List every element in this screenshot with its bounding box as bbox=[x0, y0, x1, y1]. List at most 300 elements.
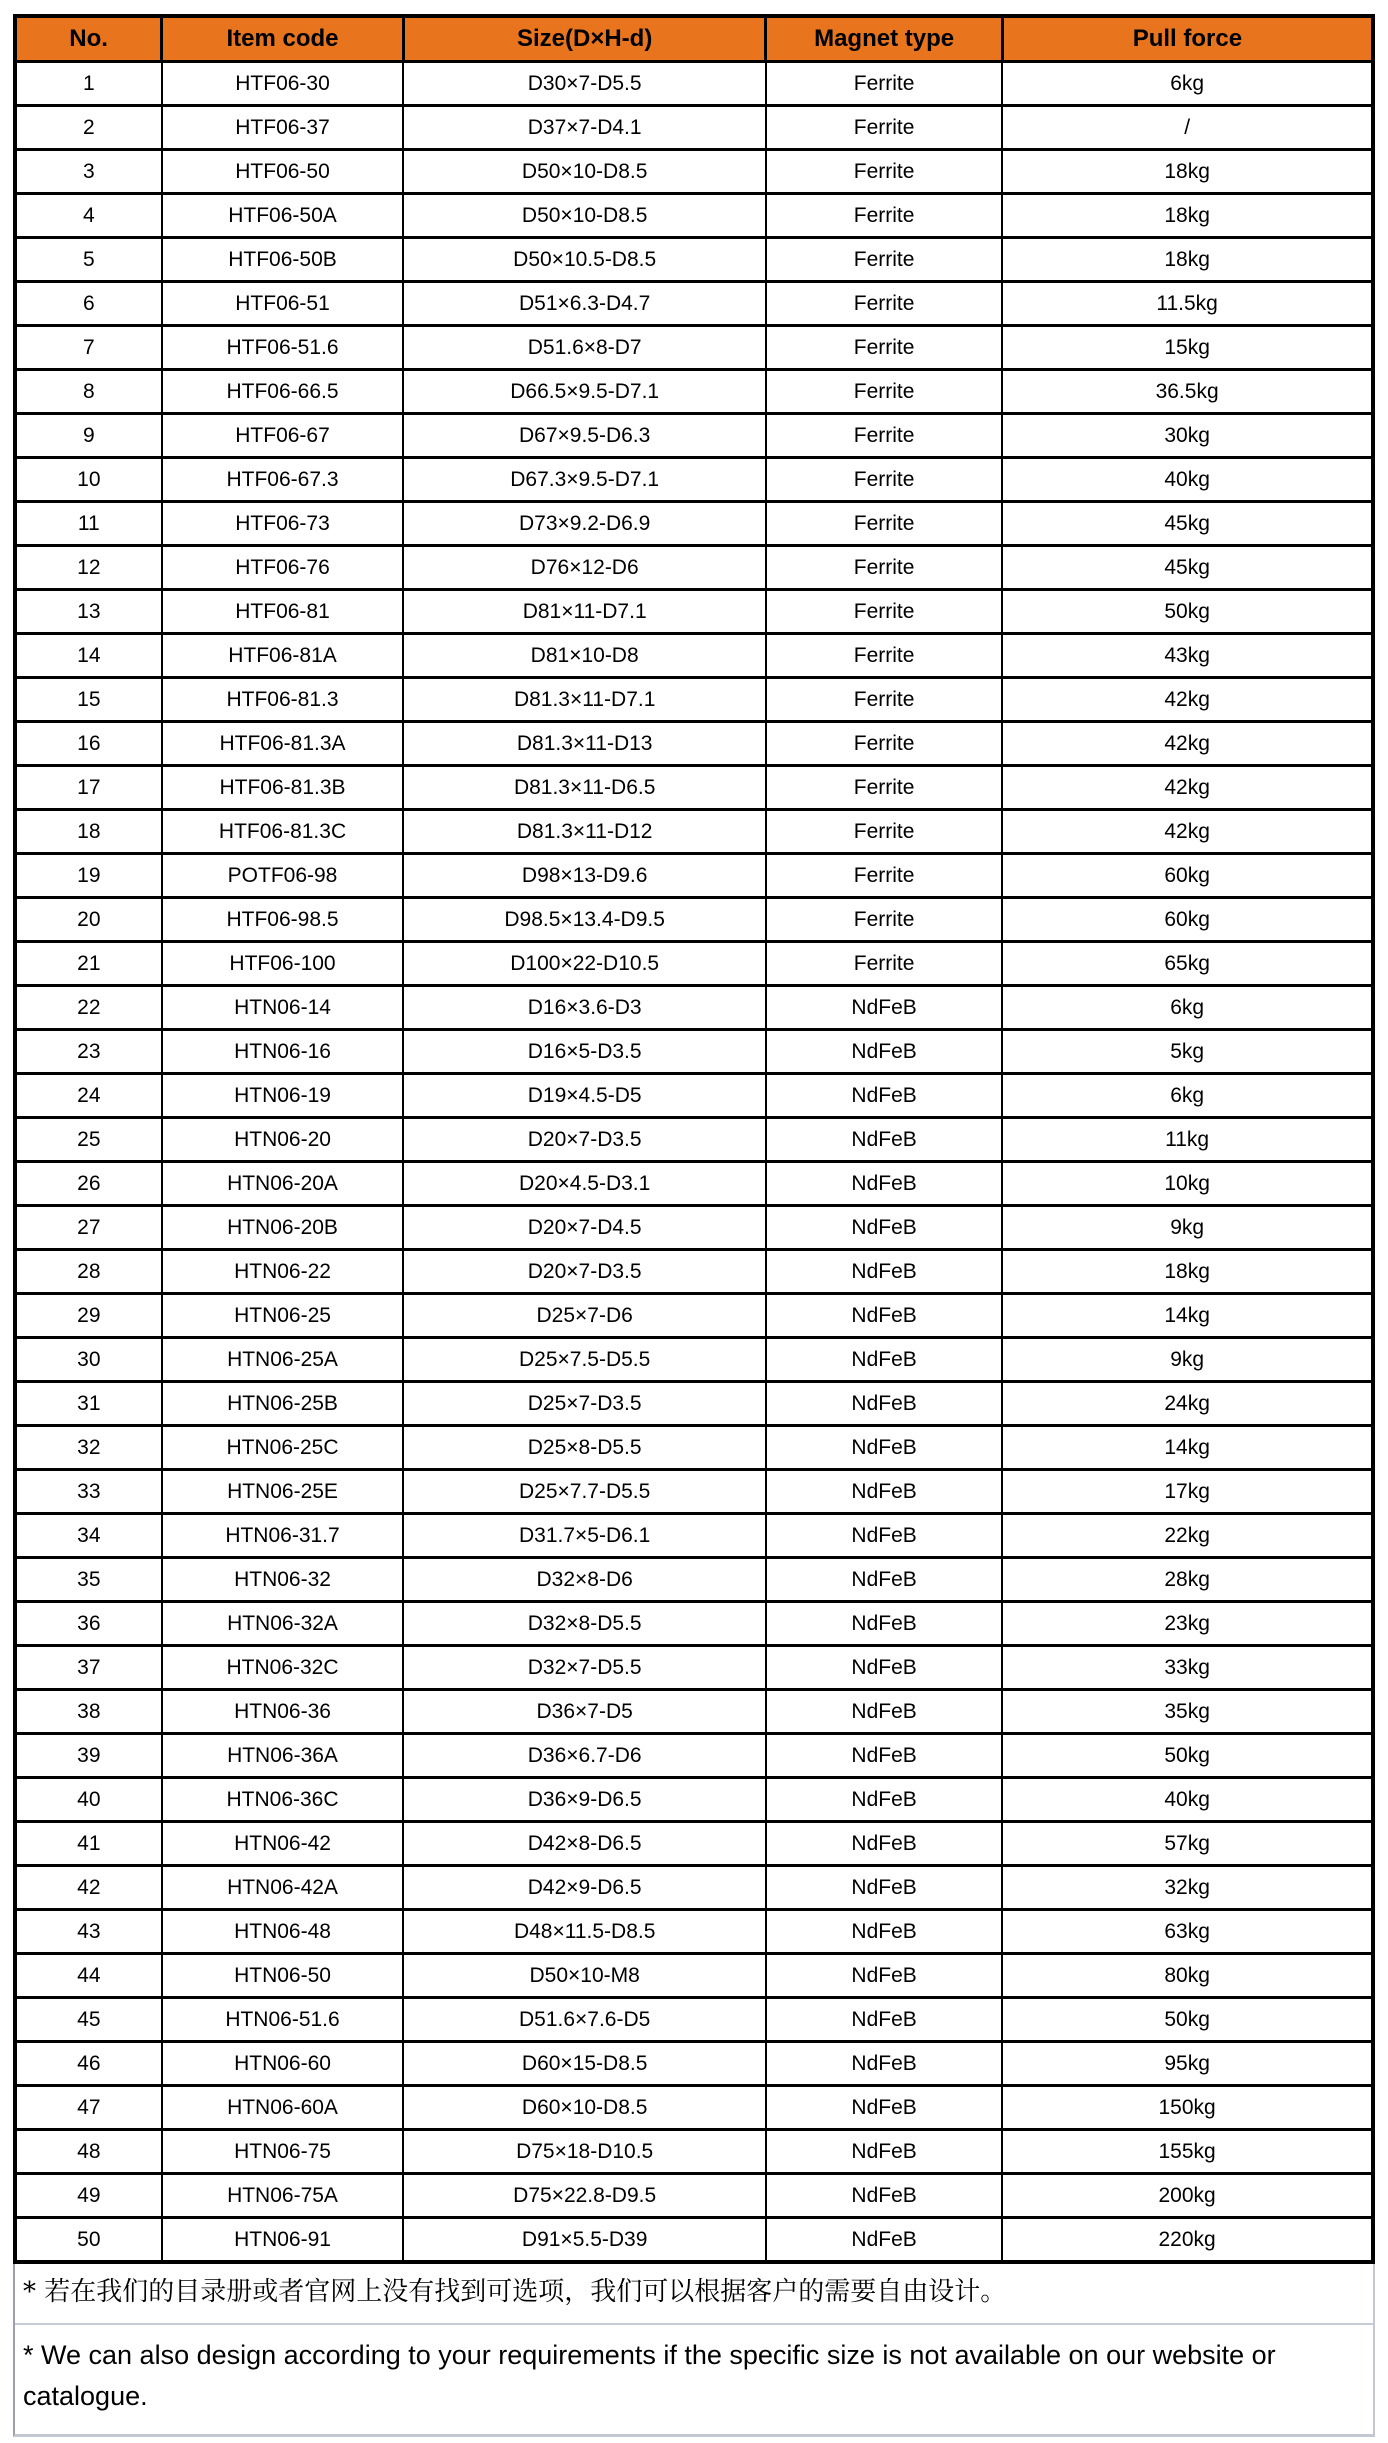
cell-size: D50×10-D8.5 bbox=[403, 194, 766, 238]
cell-item-code: HTN06-91 bbox=[162, 2218, 404, 2263]
cell-item-code: HTF06-81.3 bbox=[162, 678, 404, 722]
cell-pull-force: 9kg bbox=[1002, 1338, 1373, 1382]
table-row bbox=[15, 766, 1373, 810]
table-row bbox=[15, 326, 1373, 370]
table-row bbox=[15, 1074, 1373, 1118]
cell-magnet-type: Ferrite bbox=[766, 678, 1002, 722]
table-row bbox=[15, 2218, 1373, 2263]
table-row bbox=[15, 678, 1373, 722]
cell-size: D51.6×8-D7 bbox=[403, 326, 766, 370]
cell-pull-force: 6kg bbox=[1002, 62, 1373, 106]
cell-no: 17 bbox=[15, 766, 162, 810]
cell-magnet-type: NdFeB bbox=[766, 1250, 1002, 1294]
cell-pull-force: 57kg bbox=[1002, 1822, 1373, 1866]
cell-size: D81.3×11-D13 bbox=[403, 722, 766, 766]
cell-size: D32×8-D6 bbox=[403, 1558, 766, 1602]
cell-pull-force: 42kg bbox=[1002, 810, 1373, 854]
cell-magnet-type: NdFeB bbox=[766, 1558, 1002, 1602]
cell-item-code: HTF06-30 bbox=[162, 62, 404, 106]
table-row bbox=[15, 1690, 1373, 1734]
cell-magnet-type: NdFeB bbox=[766, 2086, 1002, 2130]
table-row bbox=[15, 1250, 1373, 1294]
table-row bbox=[15, 1162, 1373, 1206]
cell-pull-force: 35kg bbox=[1002, 1690, 1373, 1734]
cell-size: D51×6.3-D4.7 bbox=[403, 282, 766, 326]
cell-size: D81×10-D8 bbox=[403, 634, 766, 678]
footnote-chinese: * 若在我们的目录册或者官网上没有找到可选项，我们可以根据客户的需要自由设计。 bbox=[15, 2264, 1373, 2325]
cell-item-code: HTN06-25A bbox=[162, 1338, 404, 1382]
cell-item-code: HTF06-51.6 bbox=[162, 326, 404, 370]
cell-size: D98×13-D9.6 bbox=[403, 854, 766, 898]
cell-no: 31 bbox=[15, 1382, 162, 1426]
cell-magnet-type: NdFeB bbox=[766, 1778, 1002, 1822]
table-row bbox=[15, 942, 1373, 986]
table-row bbox=[15, 1030, 1373, 1074]
table-row bbox=[15, 1470, 1373, 1514]
cell-magnet-type: Ferrite bbox=[766, 282, 1002, 326]
table-row bbox=[15, 1822, 1373, 1866]
cell-magnet-type: NdFeB bbox=[766, 1646, 1002, 1690]
cell-magnet-type: Ferrite bbox=[766, 238, 1002, 282]
cell-item-code: HTF06-50A bbox=[162, 194, 404, 238]
cell-item-code: HTN06-42A bbox=[162, 1866, 404, 1910]
cell-item-code: HTN06-32A bbox=[162, 1602, 404, 1646]
cell-item-code: HTF06-67.3 bbox=[162, 458, 404, 502]
cell-pull-force: 30kg bbox=[1002, 414, 1373, 458]
table-row bbox=[15, 1734, 1373, 1778]
cell-magnet-type: NdFeB bbox=[766, 2218, 1002, 2263]
cell-size: D81.3×11-D12 bbox=[403, 810, 766, 854]
cell-size: D81.3×11-D7.1 bbox=[403, 678, 766, 722]
cell-magnet-type: Ferrite bbox=[766, 106, 1002, 150]
cell-no: 40 bbox=[15, 1778, 162, 1822]
table-row bbox=[15, 854, 1373, 898]
cell-no: 15 bbox=[15, 678, 162, 722]
cell-pull-force: 42kg bbox=[1002, 722, 1373, 766]
cell-pull-force: 18kg bbox=[1002, 1250, 1373, 1294]
table-row bbox=[15, 458, 1373, 502]
cell-pull-force: 50kg bbox=[1002, 1998, 1373, 2042]
cell-size: D36×7-D5 bbox=[403, 1690, 766, 1734]
cell-pull-force: 15kg bbox=[1002, 326, 1373, 370]
table-row bbox=[15, 1294, 1373, 1338]
cell-size: D32×8-D5.5 bbox=[403, 1602, 766, 1646]
cell-no: 24 bbox=[15, 1074, 162, 1118]
cell-pull-force: 9kg bbox=[1002, 1206, 1373, 1250]
table-row bbox=[15, 986, 1373, 1030]
cell-no: 5 bbox=[15, 238, 162, 282]
cell-pull-force: 50kg bbox=[1002, 1734, 1373, 1778]
cell-no: 28 bbox=[15, 1250, 162, 1294]
table-row bbox=[15, 1514, 1373, 1558]
cell-item-code: HTN06-42 bbox=[162, 1822, 404, 1866]
cell-item-code: HTN06-36A bbox=[162, 1734, 404, 1778]
cell-size: D73×9.2-D6.9 bbox=[403, 502, 766, 546]
cell-item-code: HTN06-14 bbox=[162, 986, 404, 1030]
cell-no: 45 bbox=[15, 1998, 162, 2042]
cell-pull-force: 63kg bbox=[1002, 1910, 1373, 1954]
cell-pull-force: 40kg bbox=[1002, 458, 1373, 502]
table-row bbox=[15, 150, 1373, 194]
header-row bbox=[15, 16, 1373, 62]
table-row bbox=[15, 1998, 1373, 2042]
cell-magnet-type: NdFeB bbox=[766, 1206, 1002, 1250]
cell-magnet-type: NdFeB bbox=[766, 1514, 1002, 1558]
cell-no: 13 bbox=[15, 590, 162, 634]
cell-no: 38 bbox=[15, 1690, 162, 1734]
cell-item-code: HTN06-75A bbox=[162, 2174, 404, 2218]
cell-pull-force: 18kg bbox=[1002, 238, 1373, 282]
cell-size: D25×7.5-D5.5 bbox=[403, 1338, 766, 1382]
cell-item-code: HTN06-75 bbox=[162, 2130, 404, 2174]
cell-magnet-type: NdFeB bbox=[766, 1162, 1002, 1206]
table-row bbox=[15, 810, 1373, 854]
cell-no: 20 bbox=[15, 898, 162, 942]
cell-magnet-type: NdFeB bbox=[766, 1602, 1002, 1646]
cell-magnet-type: Ferrite bbox=[766, 150, 1002, 194]
footnote-english: * We can also design according to your requirements if the specific size is not available on our website or catalogue. bbox=[23, 2339, 1276, 2412]
cell-item-code: HTF06-76 bbox=[162, 546, 404, 590]
cell-pull-force: 36.5kg bbox=[1002, 370, 1373, 414]
cell-no: 1 bbox=[15, 62, 162, 106]
cell-no: 41 bbox=[15, 1822, 162, 1866]
table-row bbox=[15, 2174, 1373, 2218]
cell-no: 36 bbox=[15, 1602, 162, 1646]
cell-magnet-type: NdFeB bbox=[766, 1866, 1002, 1910]
cell-item-code: HTF06-67 bbox=[162, 414, 404, 458]
cell-size: D50×10-D8.5 bbox=[403, 150, 766, 194]
cell-size: D16×3.6-D3 bbox=[403, 986, 766, 1030]
cell-size: D75×18-D10.5 bbox=[403, 2130, 766, 2174]
cell-magnet-type: Ferrite bbox=[766, 634, 1002, 678]
cell-magnet-type: Ferrite bbox=[766, 722, 1002, 766]
cell-item-code: HTN06-25B bbox=[162, 1382, 404, 1426]
cell-no: 32 bbox=[15, 1426, 162, 1470]
cell-size: D25×8-D5.5 bbox=[403, 1426, 766, 1470]
header-pull-force: Pull force bbox=[1002, 16, 1373, 62]
cell-magnet-type: Ferrite bbox=[766, 458, 1002, 502]
table-row bbox=[15, 282, 1373, 326]
cell-item-code: HTN06-16 bbox=[162, 1030, 404, 1074]
cell-no: 30 bbox=[15, 1338, 162, 1382]
cell-magnet-type: NdFeB bbox=[766, 1734, 1002, 1778]
table-row bbox=[15, 238, 1373, 282]
cell-no: 7 bbox=[15, 326, 162, 370]
cell-item-code: HTF06-50 bbox=[162, 150, 404, 194]
table-row bbox=[15, 414, 1373, 458]
table-row bbox=[15, 1602, 1373, 1646]
table-row bbox=[15, 722, 1373, 766]
cell-size: D20×7-D3.5 bbox=[403, 1250, 766, 1294]
cell-size: D20×7-D3.5 bbox=[403, 1118, 766, 1162]
cell-pull-force: 11.5kg bbox=[1002, 282, 1373, 326]
cell-item-code: HTF06-81.3B bbox=[162, 766, 404, 810]
cell-no: 23 bbox=[15, 1030, 162, 1074]
cell-item-code: HTN06-25C bbox=[162, 1426, 404, 1470]
cell-item-code: HTF06-51 bbox=[162, 282, 404, 326]
cell-no: 8 bbox=[15, 370, 162, 414]
cell-size: D37×7-D4.1 bbox=[403, 106, 766, 150]
table-row bbox=[15, 2130, 1373, 2174]
cell-item-code: HTF06-100 bbox=[162, 942, 404, 986]
cell-no: 48 bbox=[15, 2130, 162, 2174]
cell-pull-force: 23kg bbox=[1002, 1602, 1373, 1646]
table-row bbox=[15, 634, 1373, 678]
cell-no: 14 bbox=[15, 634, 162, 678]
cell-no: 3 bbox=[15, 150, 162, 194]
table-row bbox=[15, 2042, 1373, 2086]
cell-item-code: HTN06-60A bbox=[162, 2086, 404, 2130]
cell-pull-force: 43kg bbox=[1002, 634, 1373, 678]
cell-magnet-type: NdFeB bbox=[766, 1338, 1002, 1382]
cell-pull-force: 45kg bbox=[1002, 546, 1373, 590]
cell-size: D76×12-D6 bbox=[403, 546, 766, 590]
cell-no: 21 bbox=[15, 942, 162, 986]
cell-magnet-type: NdFeB bbox=[766, 1074, 1002, 1118]
cell-size: D81.3×11-D6.5 bbox=[403, 766, 766, 810]
cell-no: 27 bbox=[15, 1206, 162, 1250]
cell-no: 16 bbox=[15, 722, 162, 766]
table-row bbox=[15, 1426, 1373, 1470]
cell-pull-force: 22kg bbox=[1002, 1514, 1373, 1558]
cell-no: 25 bbox=[15, 1118, 162, 1162]
cell-size: D36×6.7-D6 bbox=[403, 1734, 766, 1778]
cell-pull-force: 95kg bbox=[1002, 2042, 1373, 2086]
cell-magnet-type: NdFeB bbox=[766, 2174, 1002, 2218]
cell-pull-force: 155kg bbox=[1002, 2130, 1373, 2174]
cell-pull-force: 60kg bbox=[1002, 898, 1373, 942]
cell-pull-force: / bbox=[1002, 106, 1373, 150]
cell-pull-force: 50kg bbox=[1002, 590, 1373, 634]
cell-magnet-type: Ferrite bbox=[766, 590, 1002, 634]
cell-item-code: HTN06-36C bbox=[162, 1778, 404, 1822]
cell-item-code: HTN06-20A bbox=[162, 1162, 404, 1206]
cell-item-code: HTF06-66.5 bbox=[162, 370, 404, 414]
cell-size: D67×9.5-D6.3 bbox=[403, 414, 766, 458]
table-row bbox=[15, 1866, 1373, 1910]
cell-item-code: HTN06-25 bbox=[162, 1294, 404, 1338]
cell-pull-force: 6kg bbox=[1002, 1074, 1373, 1118]
cell-size: D60×15-D8.5 bbox=[403, 2042, 766, 2086]
cell-size: D66.5×9.5-D7.1 bbox=[403, 370, 766, 414]
cell-no: 18 bbox=[15, 810, 162, 854]
cell-no: 35 bbox=[15, 1558, 162, 1602]
cell-item-code: HTN06-19 bbox=[162, 1074, 404, 1118]
cell-magnet-type: NdFeB bbox=[766, 1910, 1002, 1954]
cell-no: 6 bbox=[15, 282, 162, 326]
cell-pull-force: 24kg bbox=[1002, 1382, 1373, 1426]
cell-size: D20×7-D4.5 bbox=[403, 1206, 766, 1250]
cell-no: 22 bbox=[15, 986, 162, 1030]
cell-size: D19×4.5-D5 bbox=[403, 1074, 766, 1118]
cell-no: 12 bbox=[15, 546, 162, 590]
cell-size: D20×4.5-D3.1 bbox=[403, 1162, 766, 1206]
table-row bbox=[15, 62, 1373, 106]
cell-magnet-type: NdFeB bbox=[766, 1294, 1002, 1338]
cell-item-code: HTF06-73 bbox=[162, 502, 404, 546]
cell-size: D98.5×13.4-D9.5 bbox=[403, 898, 766, 942]
cell-item-code: HTF06-81 bbox=[162, 590, 404, 634]
header-item-code: Item code bbox=[162, 16, 404, 62]
cell-size: D50×10.5-D8.5 bbox=[403, 238, 766, 282]
cell-size: D48×11.5-D8.5 bbox=[403, 1910, 766, 1954]
cell-no: 2 bbox=[15, 106, 162, 150]
cell-item-code: HTF06-37 bbox=[162, 106, 404, 150]
cell-magnet-type: NdFeB bbox=[766, 1030, 1002, 1074]
cell-pull-force: 17kg bbox=[1002, 1470, 1373, 1514]
cell-size: D25×7-D6 bbox=[403, 1294, 766, 1338]
cell-pull-force: 33kg bbox=[1002, 1646, 1373, 1690]
table-row bbox=[15, 194, 1373, 238]
cell-magnet-type: NdFeB bbox=[766, 1822, 1002, 1866]
cell-magnet-type: Ferrite bbox=[766, 546, 1002, 590]
cell-pull-force: 32kg bbox=[1002, 1866, 1373, 1910]
table-row bbox=[15, 1206, 1373, 1250]
cell-pull-force: 10kg bbox=[1002, 1162, 1373, 1206]
cell-no: 33 bbox=[15, 1470, 162, 1514]
cell-size: D51.6×7.6-D5 bbox=[403, 1998, 766, 2042]
table-row bbox=[15, 1382, 1373, 1426]
cell-magnet-type: Ferrite bbox=[766, 766, 1002, 810]
cell-size: D81×11-D7.1 bbox=[403, 590, 766, 634]
cell-size: D25×7.7-D5.5 bbox=[403, 1470, 766, 1514]
cell-pull-force: 6kg bbox=[1002, 986, 1373, 1030]
table-row bbox=[15, 2086, 1373, 2130]
cell-magnet-type: Ferrite bbox=[766, 62, 1002, 106]
table-row bbox=[15, 546, 1373, 590]
cell-magnet-type: NdFeB bbox=[766, 2042, 1002, 2086]
cell-pull-force: 14kg bbox=[1002, 1294, 1373, 1338]
cell-item-code: HTN06-60 bbox=[162, 2042, 404, 2086]
cell-item-code: POTF06-98 bbox=[162, 854, 404, 898]
cell-size: D25×7-D3.5 bbox=[403, 1382, 766, 1426]
cell-pull-force: 45kg bbox=[1002, 502, 1373, 546]
cell-item-code: HTN06-51.6 bbox=[162, 1998, 404, 2042]
cell-item-code: HTN06-50 bbox=[162, 1954, 404, 1998]
cell-size: D16×5-D3.5 bbox=[403, 1030, 766, 1074]
cell-magnet-type: NdFeB bbox=[766, 1954, 1002, 1998]
cell-magnet-type: NdFeB bbox=[766, 1998, 1002, 2042]
cell-no: 49 bbox=[15, 2174, 162, 2218]
table-row bbox=[15, 1778, 1373, 1822]
cell-magnet-type: NdFeB bbox=[766, 1470, 1002, 1514]
cell-no: 37 bbox=[15, 1646, 162, 1690]
cell-pull-force: 5kg bbox=[1002, 1030, 1373, 1074]
cell-item-code: HTN06-25E bbox=[162, 1470, 404, 1514]
cell-size: D31.7×5-D6.1 bbox=[403, 1514, 766, 1558]
cell-no: 10 bbox=[15, 458, 162, 502]
cell-no: 46 bbox=[15, 2042, 162, 2086]
table-row bbox=[15, 1954, 1373, 1998]
cell-size: D32×7-D5.5 bbox=[403, 1646, 766, 1690]
cell-no: 26 bbox=[15, 1162, 162, 1206]
table-row bbox=[15, 106, 1373, 150]
table-row bbox=[15, 1338, 1373, 1382]
magnet-spec-table bbox=[13, 14, 1375, 2264]
cell-no: 29 bbox=[15, 1294, 162, 1338]
cell-item-code: HTN06-20B bbox=[162, 1206, 404, 1250]
cell-pull-force: 200kg bbox=[1002, 2174, 1373, 2218]
cell-pull-force: 220kg bbox=[1002, 2218, 1373, 2263]
cell-pull-force: 18kg bbox=[1002, 150, 1373, 194]
cell-pull-force: 40kg bbox=[1002, 1778, 1373, 1822]
cell-no: 42 bbox=[15, 1866, 162, 1910]
footnotes bbox=[13, 2264, 1375, 2437]
cell-pull-force: 150kg bbox=[1002, 2086, 1373, 2130]
cell-no: 39 bbox=[15, 1734, 162, 1778]
table-row bbox=[15, 1118, 1373, 1162]
cell-item-code: HTF06-98.5 bbox=[162, 898, 404, 942]
cell-magnet-type: Ferrite bbox=[766, 370, 1002, 414]
cell-magnet-type: Ferrite bbox=[766, 326, 1002, 370]
cell-pull-force: 42kg bbox=[1002, 678, 1373, 722]
cell-size: D91×5.5-D39 bbox=[403, 2218, 766, 2263]
cell-item-code: HTN06-32 bbox=[162, 1558, 404, 1602]
table-row bbox=[15, 1646, 1373, 1690]
table-row bbox=[15, 898, 1373, 942]
cell-item-code: HTF06-81.3A bbox=[162, 722, 404, 766]
cell-size: D60×10-D8.5 bbox=[403, 2086, 766, 2130]
table-header bbox=[15, 16, 1373, 62]
table-body bbox=[15, 62, 1373, 2263]
table-row bbox=[15, 590, 1373, 634]
cell-pull-force: 60kg bbox=[1002, 854, 1373, 898]
cell-magnet-type: NdFeB bbox=[766, 986, 1002, 1030]
cell-item-code: HTN06-32C bbox=[162, 1646, 404, 1690]
cell-no: 44 bbox=[15, 1954, 162, 1998]
cell-pull-force: 14kg bbox=[1002, 1426, 1373, 1470]
cell-size: D42×9-D6.5 bbox=[403, 1866, 766, 1910]
cell-size: D42×8-D6.5 bbox=[403, 1822, 766, 1866]
cell-magnet-type: Ferrite bbox=[766, 854, 1002, 898]
cell-pull-force: 11kg bbox=[1002, 1118, 1373, 1162]
cell-magnet-type: Ferrite bbox=[766, 942, 1002, 986]
cell-item-code: HTN06-22 bbox=[162, 1250, 404, 1294]
cell-size: D75×22.8-D9.5 bbox=[403, 2174, 766, 2218]
cell-pull-force: 42kg bbox=[1002, 766, 1373, 810]
cell-item-code: HTN06-36 bbox=[162, 1690, 404, 1734]
cell-item-code: HTF06-81.3C bbox=[162, 810, 404, 854]
cell-no: 9 bbox=[15, 414, 162, 458]
cell-magnet-type: Ferrite bbox=[766, 194, 1002, 238]
table-row bbox=[15, 1558, 1373, 1602]
cell-magnet-type: Ferrite bbox=[766, 898, 1002, 942]
cell-size: D100×22-D10.5 bbox=[403, 942, 766, 986]
table-row bbox=[15, 370, 1373, 414]
header-size: Size(D×H-d) bbox=[403, 16, 766, 62]
cell-item-code: HTN06-20 bbox=[162, 1118, 404, 1162]
cell-pull-force: 80kg bbox=[1002, 1954, 1373, 1998]
cell-pull-force: 28kg bbox=[1002, 1558, 1373, 1602]
cell-magnet-type: Ferrite bbox=[766, 810, 1002, 854]
cell-size: D30×7-D5.5 bbox=[403, 62, 766, 106]
cell-no: 11 bbox=[15, 502, 162, 546]
cell-size: D67.3×9.5-D7.1 bbox=[403, 458, 766, 502]
cell-magnet-type: NdFeB bbox=[766, 1426, 1002, 1470]
cell-no: 34 bbox=[15, 1514, 162, 1558]
cell-size: D50×10-M8 bbox=[403, 1954, 766, 1998]
cell-magnet-type: Ferrite bbox=[766, 414, 1002, 458]
table-row bbox=[15, 1910, 1373, 1954]
cell-no: 4 bbox=[15, 194, 162, 238]
cell-magnet-type: Ferrite bbox=[766, 502, 1002, 546]
cell-no: 47 bbox=[15, 2086, 162, 2130]
cell-size: D36×9-D6.5 bbox=[403, 1778, 766, 1822]
cell-magnet-type: NdFeB bbox=[766, 1118, 1002, 1162]
cell-no: 19 bbox=[15, 854, 162, 898]
cell-pull-force: 65kg bbox=[1002, 942, 1373, 986]
cell-no: 43 bbox=[15, 1910, 162, 1954]
